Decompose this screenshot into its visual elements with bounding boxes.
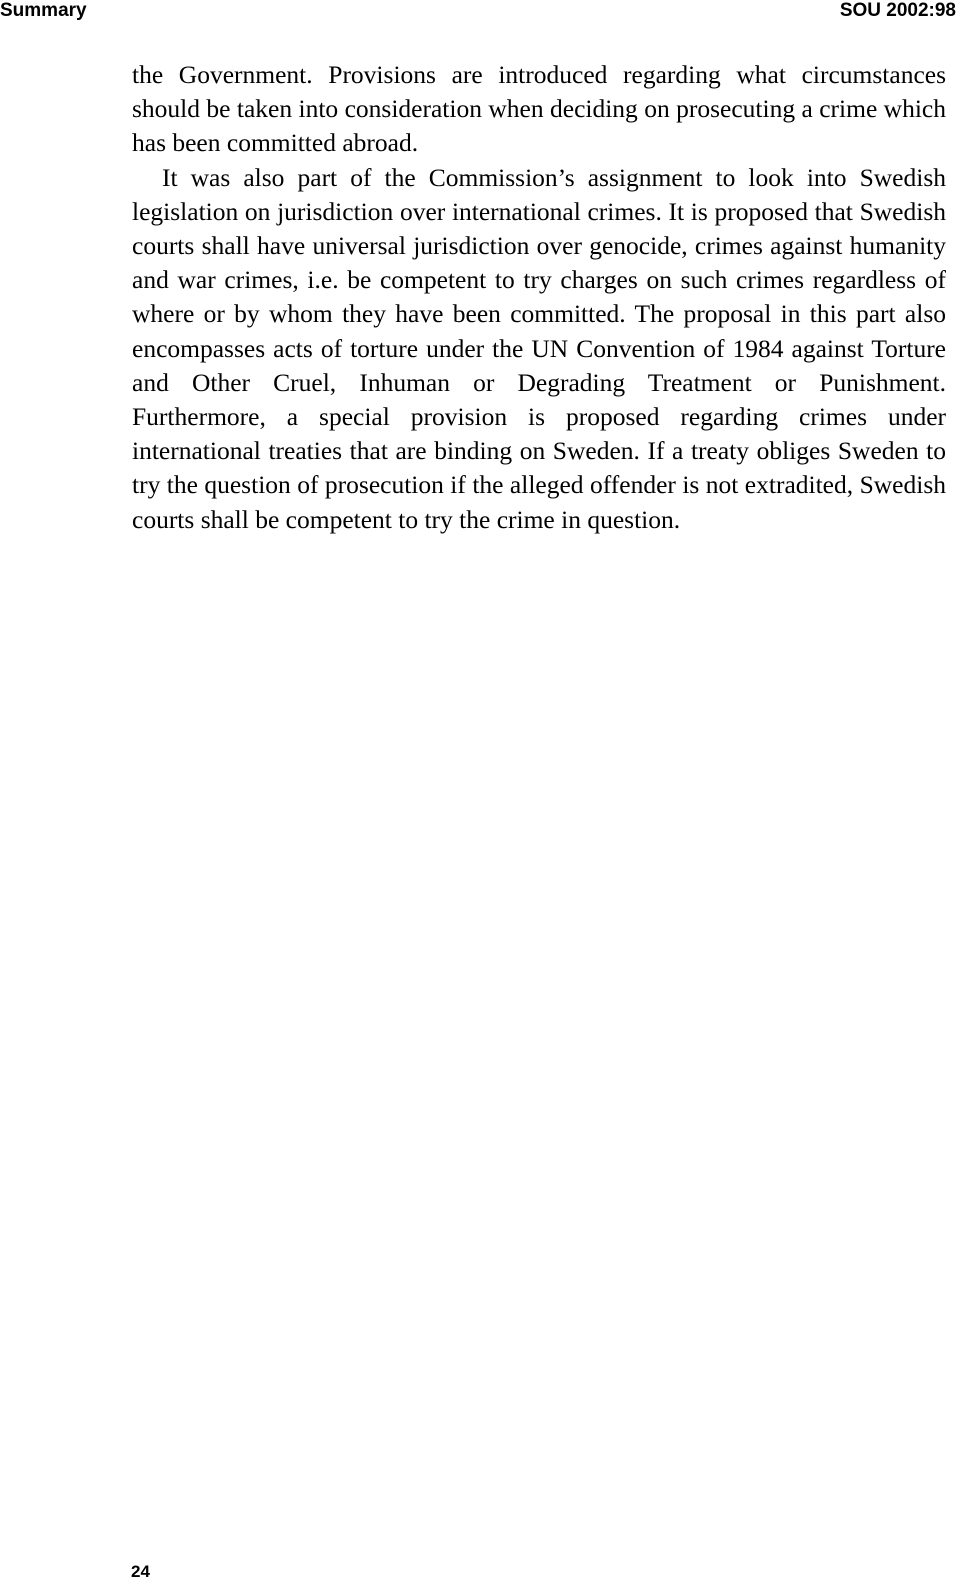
report-id: SOU 2002:98: [839, 0, 956, 21]
body-text: [132, 58, 946, 537]
running-header: [0, 0, 960, 26]
paragraph-jurisdiction: It was also part of the Commission’s assignment to look into Swedish legislation on jurisdiction over international crimes. It is proposed that Swedish courts shall have universal jurisdiction over genocide, crimes against humanity and war crimes, i.e. be competent to try charges on such crimes regardless of where or by whom they have been committed. The proposal in this part also encompasses acts of torture under the UN Convention of 1984 against Torture and Other Cruel, Inhuman or Degrading Treatment or Punishment. Furthermore, a special provision is proposed regarding crimes under international treaties that are binding on Sweden. If a treaty obliges Sweden to try the question of prosecution if the alleged offender is not extradited, Swedish courts shall be competent to try the crime in question.: [132, 162, 946, 534]
paragraph-continued: the Government. Provisions are introduced regarding what circumstances should be taken into consideration when deciding on prosecuting a crime which has been committed abroad.: [132, 60, 946, 158]
section-title: Summary: [0, 0, 87, 21]
page-number: 24: [131, 1562, 150, 1581]
